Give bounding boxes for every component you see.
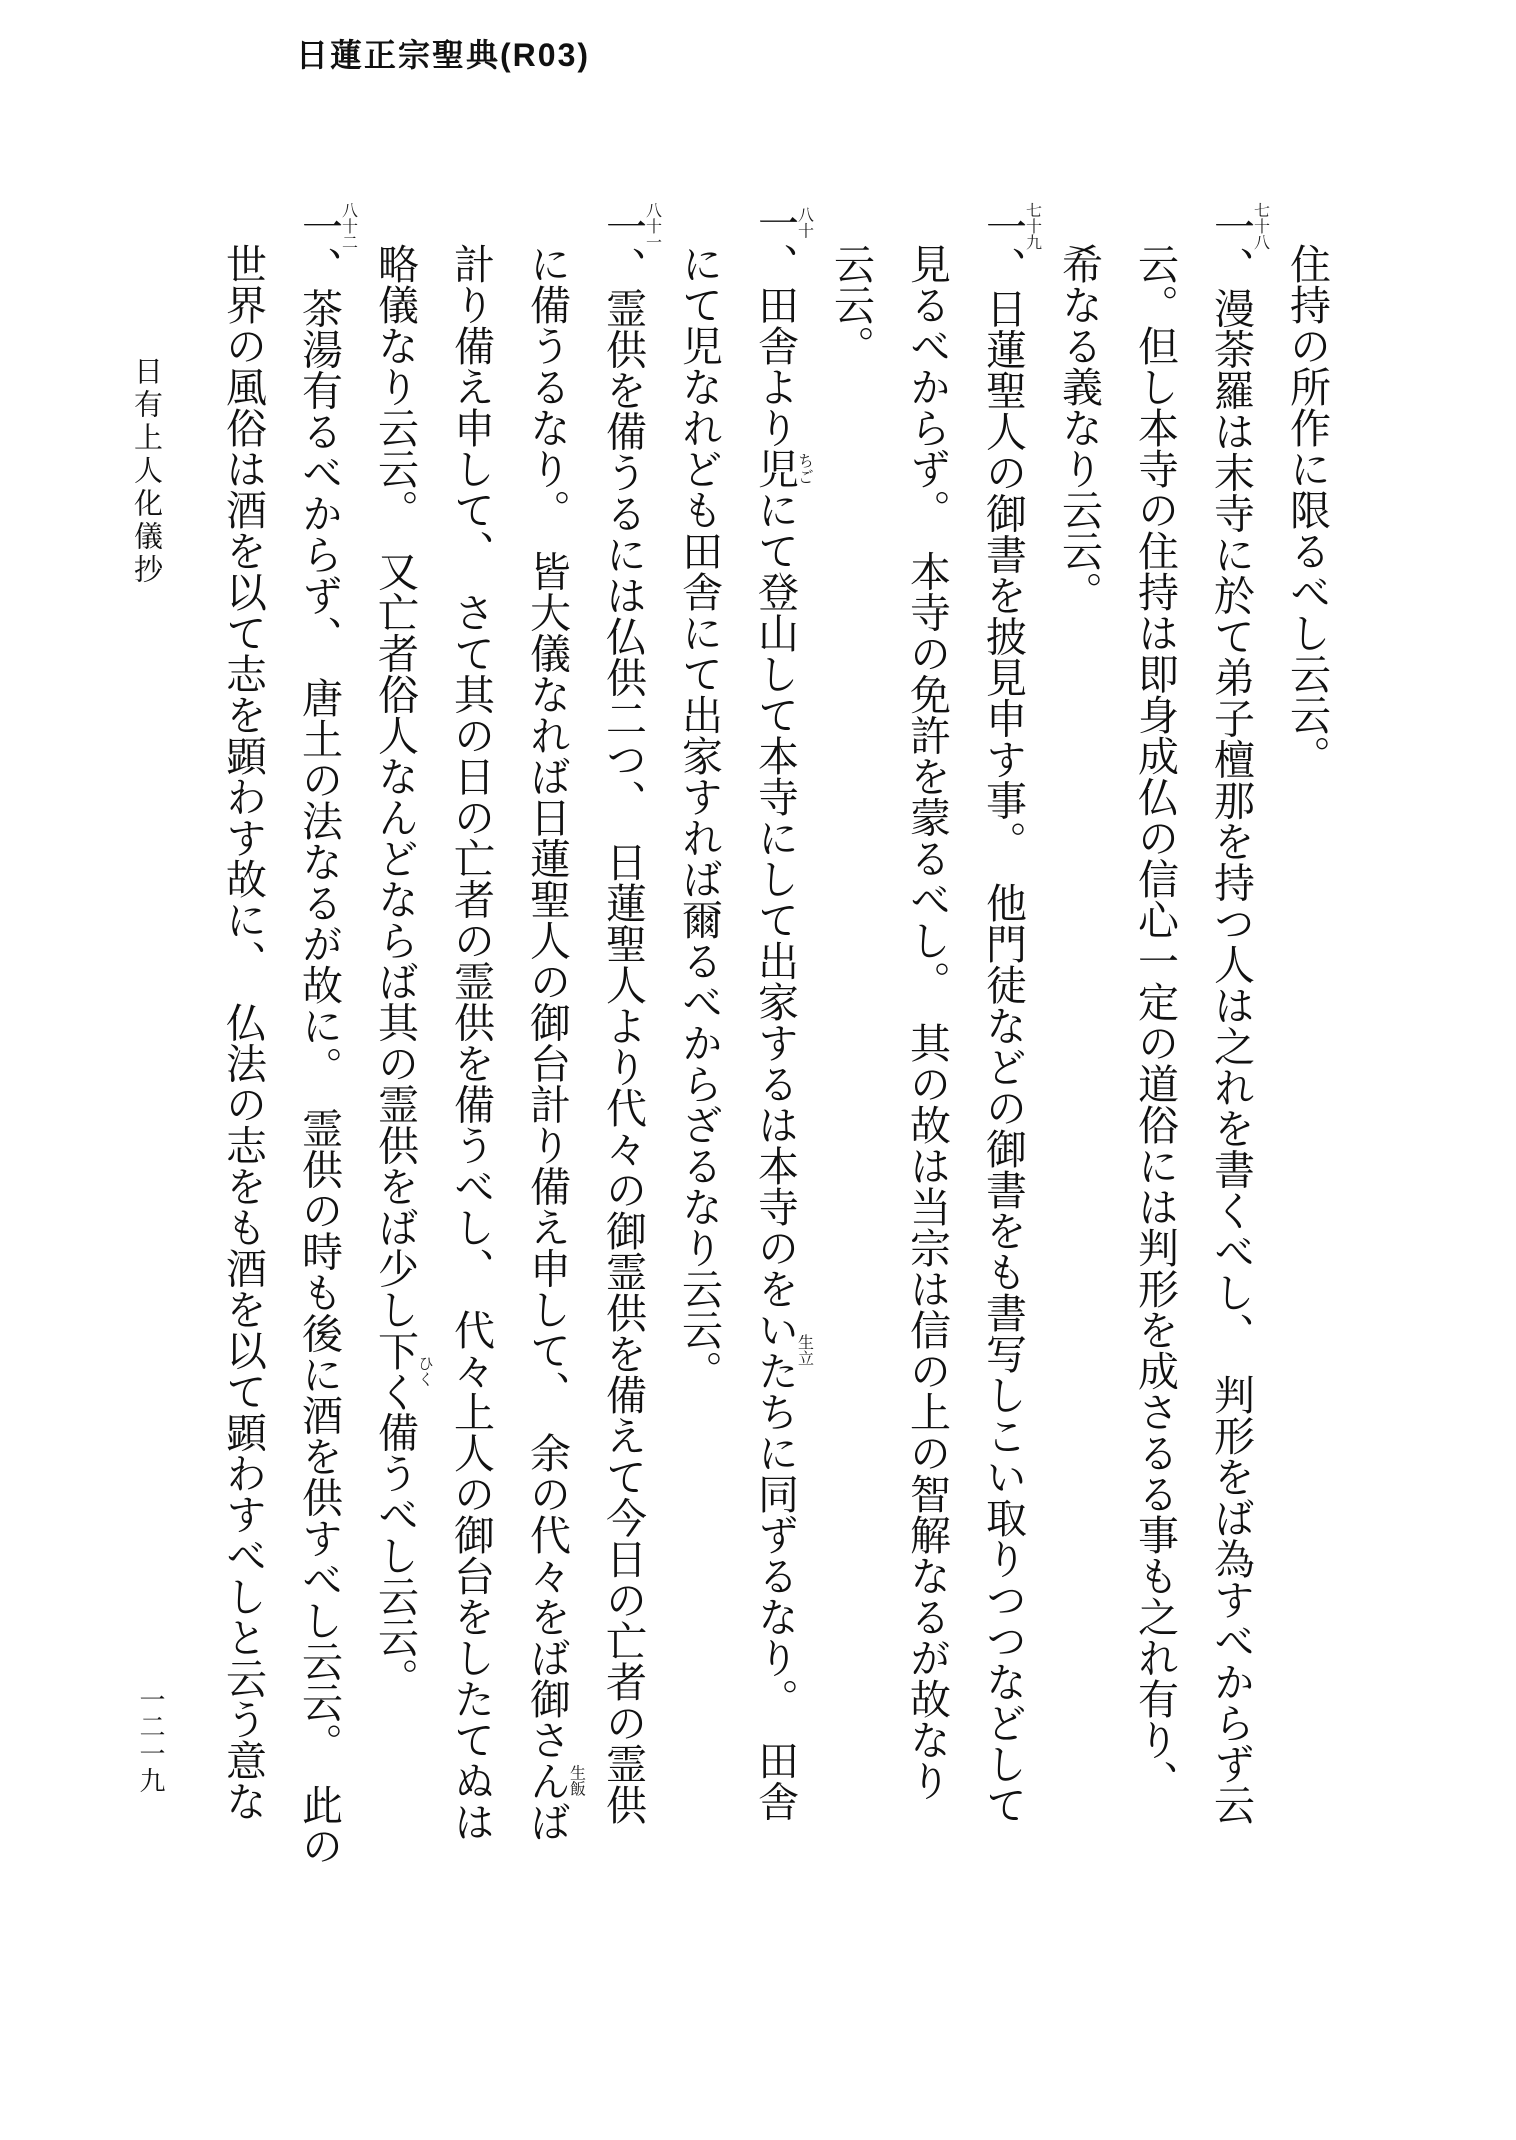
text-column: 云云。 bbox=[828, 243, 874, 366]
text-column: 一八十、田舎より児ちごにて登山して本寺にして出家するは本寺のをいたち生立に同ずるなり。 田舎 bbox=[752, 202, 813, 1822]
page-number: 一二一九 bbox=[136, 1686, 165, 1794]
text-column: 住持の所作に限るべし云云。 bbox=[1284, 243, 1330, 776]
section-number-annotation: 一七十九 bbox=[980, 202, 1041, 250]
text-column: 略儀なり云云。 又亡者俗人なんどならば其の霊供をば少し下くひく備うべし云云。 bbox=[372, 243, 433, 1699]
section-number-annotation: 一七十八 bbox=[1208, 202, 1269, 250]
text-column: に備うるなり。 皆大儀なれば日蓮聖人の御台計り備え申して、 余の代々をば御さんば生飯 bbox=[524, 243, 585, 1842]
furigana-annotation: さんば生飯 bbox=[524, 1719, 585, 1842]
section-number-annotation: 一八十一 bbox=[600, 202, 661, 250]
text-column: にて児なれども田舎にて出家すれば爾るべからざるなり云云。 bbox=[676, 243, 722, 1391]
text-column: 一七十九、日蓮聖人の御書を披見申す事。 他門徒などの御書をも書写しこい取りつつなどして bbox=[980, 202, 1041, 1825]
text-column: 見るべからず。 本寺の免許を蒙るべし。 其の故は当宗は信の上の智解なるが故なり bbox=[904, 243, 950, 1801]
furigana-annotation: 児ちご bbox=[752, 448, 813, 489]
furigana-annotation: 下くひく bbox=[372, 1329, 433, 1412]
text-column: 計り備え申して、 さて其の日の亡者の霊供を備うべし、 代々上人の御台をしたてぬは bbox=[448, 243, 494, 1842]
running-title: 日有上人化儀抄 bbox=[130, 356, 162, 587]
text-column: 一七十八、漫荼羅は末寺に於て弟子檀那を持つ人は之れを書くべし、 判形をば為すべからず云 bbox=[1208, 202, 1269, 1825]
text-column: 云。但し本寺の住持は即身成仏の信心一定の道俗には判形を成さるる事も之れ有り、 bbox=[1132, 243, 1178, 1801]
text-column: 一八十一、霊供を備うるには仏供二つ、 日蓮聖人より代々の御霊供を備えて今日の亡者の霊供 bbox=[600, 202, 661, 1825]
text-block bbox=[205, 202, 1345, 2002]
book-title-header: 日蓮正宗聖典(R03) bbox=[296, 37, 591, 73]
text-column: 世界の風俗は酒を以て志を顕わす故に、 仏法の志をも酒を以て顕わすべしと云う意な bbox=[220, 243, 266, 1822]
text-column: 希なる義なり云云。 bbox=[1056, 243, 1102, 612]
section-number-annotation: 一八十 bbox=[752, 202, 813, 243]
furigana-annotation: をいたち生立 bbox=[752, 1268, 813, 1432]
text-column: 一八十二、茶湯有るべからず、 唐土の法なるが故に。 霊供の時も後に酒を供すべし云云。 此の bbox=[296, 202, 357, 1866]
section-number-annotation: 一八十二 bbox=[296, 202, 357, 250]
